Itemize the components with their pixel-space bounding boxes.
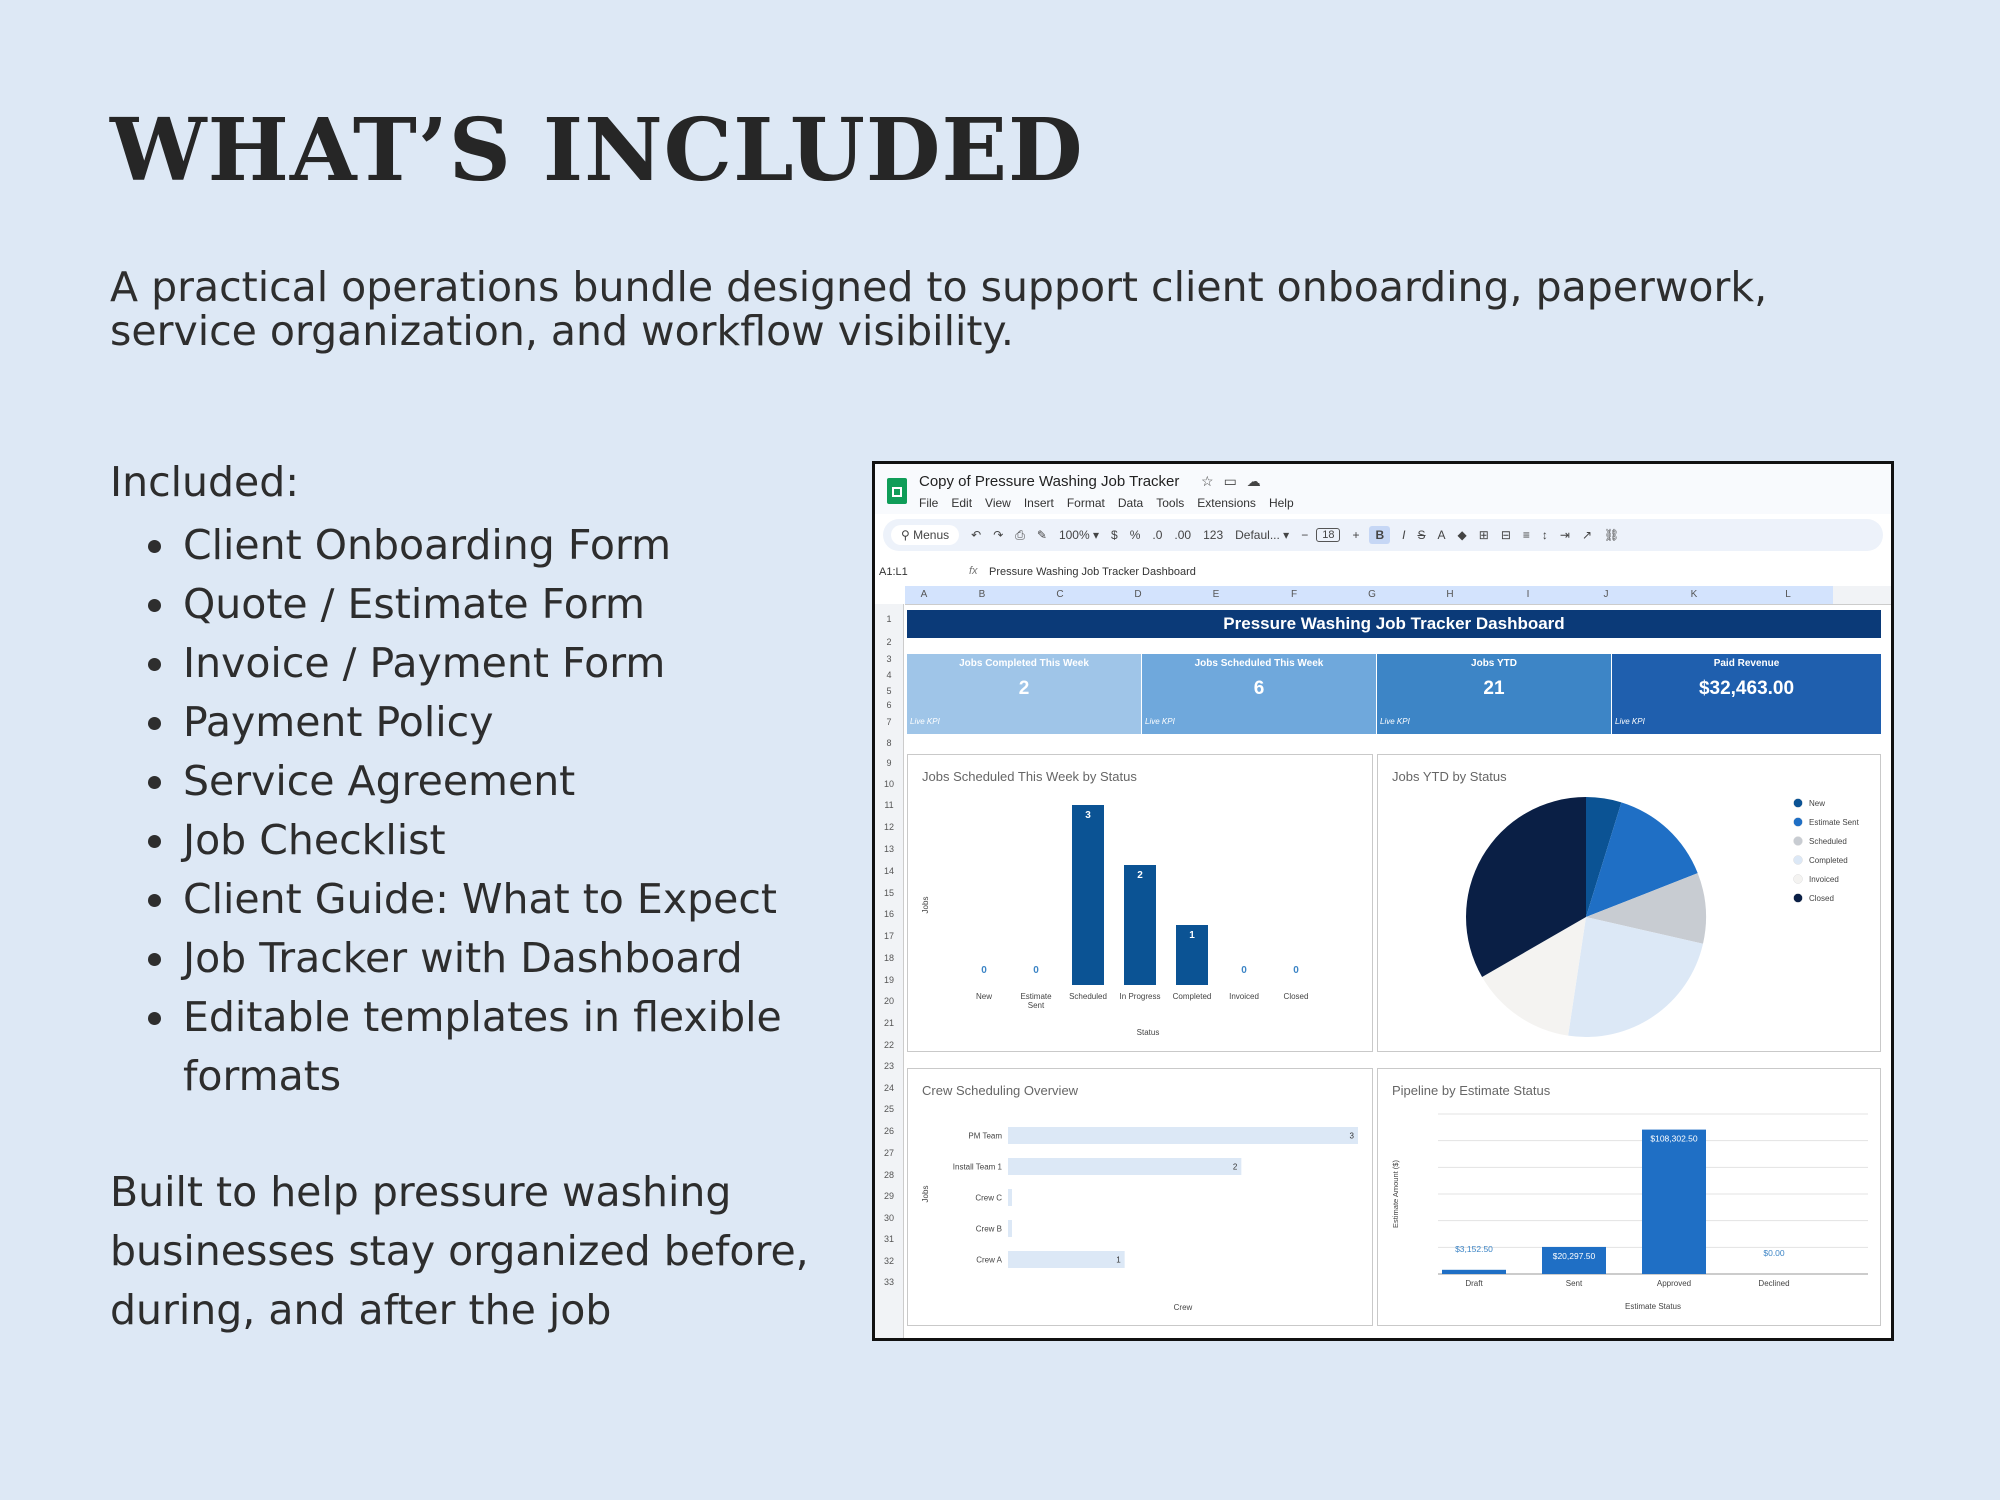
row-header[interactable]: 28 (883, 1170, 894, 1180)
kpi-value: 21 (1483, 678, 1505, 699)
chart-title: Jobs YTD by Status (1392, 769, 1507, 784)
italic-button[interactable]: I (1402, 528, 1406, 542)
fill-color-icon[interactable]: ◆ (1457, 528, 1467, 542)
tick-label: Install Team 1 (952, 1162, 1002, 1172)
bar (1008, 1251, 1125, 1268)
tick-label: Approved (1656, 1279, 1692, 1288)
chart-canvas (1378, 755, 1880, 1051)
chart-canvas (908, 1069, 1372, 1325)
menu-insert[interactable]: Insert (1023, 496, 1054, 510)
chevron-down-icon: ▾ (1093, 528, 1100, 542)
intro-text: A practical operations bundle designed to support client onboarding, paperwork, service organization, and workflow visibility. (110, 263, 1768, 355)
tick-label: Closed (1283, 992, 1309, 1001)
tick-label: Sent (1027, 1001, 1045, 1010)
menu-file[interactable]: File (919, 496, 939, 510)
bar (1072, 805, 1104, 985)
included-item: Client Guide: What to Expect (110, 870, 870, 929)
included-item: Job Checklist (110, 811, 870, 870)
data-label: 0 (981, 965, 987, 976)
row-header[interactable]: 14 (883, 866, 894, 876)
tick-label: Declined (1758, 1279, 1790, 1288)
data-label: 0 (1241, 965, 1247, 976)
text-color-button[interactable]: A (1437, 528, 1446, 542)
row-header[interactable]: 23 (883, 1061, 894, 1071)
document-title[interactable]: Copy of Pressure Washing Job Tracker (919, 473, 1180, 490)
column-header[interactable]: J (1567, 586, 1645, 604)
kpi-note: Live KPI (1145, 717, 1175, 726)
kpi-value: 2 (1018, 678, 1030, 699)
spreadsheet-screenshot (872, 461, 1894, 1341)
menu-tools[interactable]: Tools (1156, 496, 1185, 510)
y-axis-label: Estimate Amount ($) (1391, 1160, 1400, 1228)
zoom-value: 100% (1058, 528, 1090, 542)
kpi-card[interactable] (1377, 654, 1611, 734)
increase-decimal-button[interactable]: .00 (1174, 528, 1192, 542)
column-header[interactable]: F (1255, 586, 1333, 604)
column-header[interactable]: B (943, 586, 1021, 604)
row-header[interactable]: 21 (883, 1018, 894, 1028)
kpi-value: $32,463.00 (1698, 678, 1795, 699)
wrap-icon[interactable]: ⇥ (1559, 528, 1570, 542)
row-header[interactable]: 29 (883, 1191, 894, 1201)
strikethrough-button[interactable]: S (1417, 528, 1426, 542)
menu-data[interactable]: Data (1117, 496, 1144, 510)
row-header[interactable]: 18 (883, 953, 894, 963)
merge-cells-icon[interactable]: ⊟ (1500, 528, 1511, 542)
legend-label: Invoiced (1809, 875, 1839, 884)
dashboard-title[interactable]: Pressure Washing Job Tracker Dashboard (907, 610, 1881, 638)
data-label: $20,297.50 (1552, 1250, 1596, 1261)
link-icon[interactable]: ⛓ (1604, 528, 1620, 542)
row-header[interactable]: 1 (886, 614, 892, 624)
chart-title: Pipeline by Estimate Status (1392, 1083, 1551, 1098)
font-size-input[interactable]: 18 (1316, 528, 1340, 542)
kpi-card[interactable] (907, 654, 1141, 734)
align-icon[interactable]: ≡ (1522, 528, 1530, 542)
menu-edit[interactable]: Edit (951, 496, 973, 510)
included-item: Invoice / Payment Form (110, 634, 870, 693)
title-icons (1201, 473, 1271, 490)
row-header[interactable]: 11 (884, 800, 894, 810)
chart-crew-scheduling[interactable] (907, 1068, 1373, 1326)
x-axis-label: Status (1136, 1028, 1160, 1037)
chart-jobs-ytd-pie[interactable] (1377, 754, 1881, 1052)
menu-search[interactable] (891, 525, 959, 545)
menu-help[interactable]: Help (1268, 496, 1294, 510)
legend-swatch (1794, 894, 1803, 903)
legend-label: Estimate Sent (1809, 818, 1859, 827)
tick-label: Crew B (975, 1224, 1002, 1234)
vertical-align-icon[interactable]: ↕ (1541, 528, 1548, 542)
row-headers (875, 604, 904, 1338)
y-axis-label: Jobs (921, 1185, 930, 1203)
y-axis-label: Jobs (921, 896, 930, 914)
included-item: Quote / Estimate Form (110, 575, 870, 634)
bar (1008, 1220, 1012, 1237)
menu-search-label: Menus (913, 528, 950, 542)
kpi-note: Live KPI (910, 717, 940, 726)
tick-label: Crew A (976, 1255, 1002, 1265)
undo-icon[interactable]: ↶ (971, 528, 982, 542)
kpi-label: Jobs Completed This Week (907, 654, 1141, 674)
cell-reference[interactable]: A1:L1 (879, 566, 908, 578)
legend-swatch (1794, 818, 1803, 827)
data-label: 2 (1137, 870, 1143, 881)
decrease-decimal-button[interactable]: .0 (1152, 528, 1163, 542)
legend-label: New (1809, 799, 1826, 808)
row-header[interactable]: 22 (883, 1040, 894, 1050)
chevron-down-icon: ▾ (1283, 528, 1290, 542)
borders-icon[interactable]: ⊞ (1478, 528, 1489, 542)
data-label: 1 (1189, 930, 1195, 941)
included-item: Service Agreement (110, 752, 870, 811)
included-list (110, 516, 870, 1106)
column-header[interactable]: L (1743, 586, 1833, 604)
data-label: 0 (1293, 965, 1299, 976)
data-label: 0 (1033, 965, 1039, 976)
row-header[interactable]: 3 (886, 654, 892, 664)
font-select[interactable] (1235, 528, 1289, 542)
included-item: Payment Policy (110, 693, 870, 752)
chart-jobs-by-status[interactable] (907, 754, 1373, 1052)
row-header[interactable]: 2 (886, 637, 892, 647)
bar (1124, 865, 1156, 985)
legend-swatch (1794, 875, 1803, 884)
bar (1008, 1158, 1241, 1175)
menu-bar (919, 496, 1294, 510)
tick-label: Crew C (975, 1193, 1002, 1203)
data-label: $0.00 (1763, 1248, 1785, 1258)
chart-title: Jobs Scheduled This Week by Status (922, 769, 1137, 784)
bold-button[interactable]: B (1369, 526, 1390, 544)
redo-icon[interactable]: ↷ (993, 528, 1004, 542)
row-header[interactable]: 7 (886, 717, 892, 727)
row-header[interactable]: 12 (883, 822, 894, 832)
kpi-label: Paid Revenue (1612, 654, 1881, 674)
row-header[interactable]: 30 (883, 1213, 894, 1223)
row-header[interactable]: 25 (883, 1104, 894, 1114)
row-header[interactable]: 10 (883, 779, 894, 789)
data-label: $3,152.50 (1455, 1243, 1493, 1254)
tick-label: Invoiced (1229, 992, 1259, 1001)
formula-input[interactable]: Pressure Washing Job Tracker Dashboard (989, 566, 1196, 578)
x-axis-label: Estimate Status (1624, 1302, 1682, 1311)
row-header[interactable]: 15 (883, 888, 894, 898)
column-header[interactable]: K (1645, 586, 1743, 604)
legend-label: Completed (1809, 856, 1848, 865)
included-label: Included: (110, 458, 300, 506)
menu-view[interactable]: View (985, 496, 1011, 510)
row-header[interactable]: 17 (883, 931, 894, 941)
legend-swatch (1794, 856, 1803, 865)
legend-swatch (1794, 837, 1803, 846)
row-header[interactable]: 33 (883, 1277, 894, 1287)
chart-canvas (1378, 1069, 1880, 1325)
print-icon[interactable]: ⎙ (1015, 527, 1025, 542)
row-header[interactable]: 9 (886, 758, 892, 768)
zoom-select[interactable] (1059, 528, 1099, 542)
row-header[interactable]: 8 (886, 738, 892, 748)
kpi-label: Jobs Scheduled This Week (1142, 654, 1376, 674)
kpi-note: Live KPI (1380, 717, 1410, 726)
kpi-value: 6 (1253, 678, 1265, 699)
column-header[interactable]: A (905, 586, 943, 604)
tick-label: Completed (1172, 992, 1212, 1001)
font-value: Defaul... (1235, 528, 1280, 542)
folder-icon[interactable]: ▭ (1223, 473, 1247, 489)
column-header[interactable]: E (1177, 586, 1255, 604)
bar (1008, 1189, 1012, 1206)
row-header[interactable]: 32 (883, 1256, 894, 1266)
row-header[interactable]: 27 (883, 1148, 894, 1158)
column-headers (905, 586, 1891, 605)
title-bar (875, 464, 1891, 514)
tick-label: New (975, 992, 993, 1001)
row-header[interactable]: 5 (886, 686, 892, 696)
data-label: 3 (1349, 1131, 1354, 1141)
currency-button[interactable]: $ (1111, 528, 1118, 542)
kpi-card[interactable] (1612, 654, 1881, 734)
sheets-logo-icon (887, 478, 907, 504)
column-header[interactable]: I (1489, 586, 1567, 604)
row-header[interactable]: 13 (883, 844, 894, 854)
x-axis-label: Crew (1173, 1303, 1193, 1312)
menu-extensions[interactable]: Extensions (1197, 496, 1256, 510)
bar (1642, 1130, 1706, 1274)
legend-swatch (1794, 799, 1803, 808)
row-header[interactable]: 20 (883, 996, 894, 1006)
tick-label: Sent (1565, 1279, 1583, 1288)
menu-format[interactable]: Format (1066, 496, 1105, 510)
row-header[interactable]: 4 (886, 670, 892, 680)
tick-label: Estimate (1020, 992, 1052, 1001)
row-header[interactable]: 26 (883, 1126, 894, 1136)
included-item: Job Tracker with Dashboard (110, 929, 870, 988)
tick-label: In Progress (1119, 992, 1161, 1001)
data-label: 2 (1232, 1162, 1238, 1172)
bar (1008, 1127, 1358, 1144)
star-icon[interactable]: ☆ (1201, 473, 1224, 489)
tick-label: Draft (1465, 1279, 1483, 1288)
percent-button[interactable]: % (1129, 528, 1141, 542)
tick-label: PM Team (968, 1131, 1002, 1141)
column-header[interactable]: H (1411, 586, 1489, 604)
row-header[interactable]: 31 (883, 1234, 894, 1244)
column-header[interactable]: G (1333, 586, 1411, 604)
chart-canvas (908, 755, 1372, 1051)
data-label: $108,302.50 (1650, 1133, 1698, 1144)
toolbar (883, 519, 1883, 551)
closing-text: Built to help pressure washing businesses stay organized before, during, and after the job (110, 1168, 809, 1334)
kpi-card[interactable] (1142, 654, 1376, 734)
included-item: Client Onboarding Form (110, 516, 870, 575)
data-label: 1 (1116, 1255, 1121, 1265)
kpi-label: Jobs YTD (1377, 654, 1611, 674)
page-heading: WHAT’S INCLUDED (110, 100, 1084, 201)
data-label: 3 (1085, 810, 1091, 821)
kpi-note: Live KPI (1615, 717, 1645, 726)
bar (1442, 1270, 1506, 1274)
formula-bar (875, 562, 1891, 582)
legend-label: Closed (1809, 894, 1834, 903)
legend-label: Scheduled (1809, 837, 1847, 846)
cloud-icon[interactable]: ☁ (1246, 473, 1271, 489)
rotate-text-icon[interactable]: ↗ (1581, 528, 1593, 542)
column-header[interactable]: D (1099, 586, 1177, 604)
fx-icon: fx (969, 565, 978, 577)
row-header[interactable]: 16 (883, 909, 894, 919)
row-header[interactable]: 19 (883, 975, 894, 985)
row-header[interactable]: 24 (883, 1083, 894, 1093)
chart-pipeline[interactable] (1377, 1068, 1881, 1326)
tick-label: Scheduled (1069, 992, 1107, 1001)
font-size-increase-icon[interactable]: + (1352, 528, 1360, 542)
row-header[interactable]: 6 (886, 700, 892, 710)
number-format-button[interactable]: 123 (1203, 528, 1224, 542)
font-size-decrease-icon[interactable]: − (1301, 528, 1309, 542)
chart-title: Crew Scheduling Overview (922, 1083, 1079, 1098)
included-item: Editable templates in flexible formats (110, 988, 870, 1106)
search-icon: ⚲ (901, 528, 914, 542)
column-header[interactable]: C (1021, 586, 1099, 604)
paint-format-icon[interactable]: ✎ (1036, 528, 1047, 542)
